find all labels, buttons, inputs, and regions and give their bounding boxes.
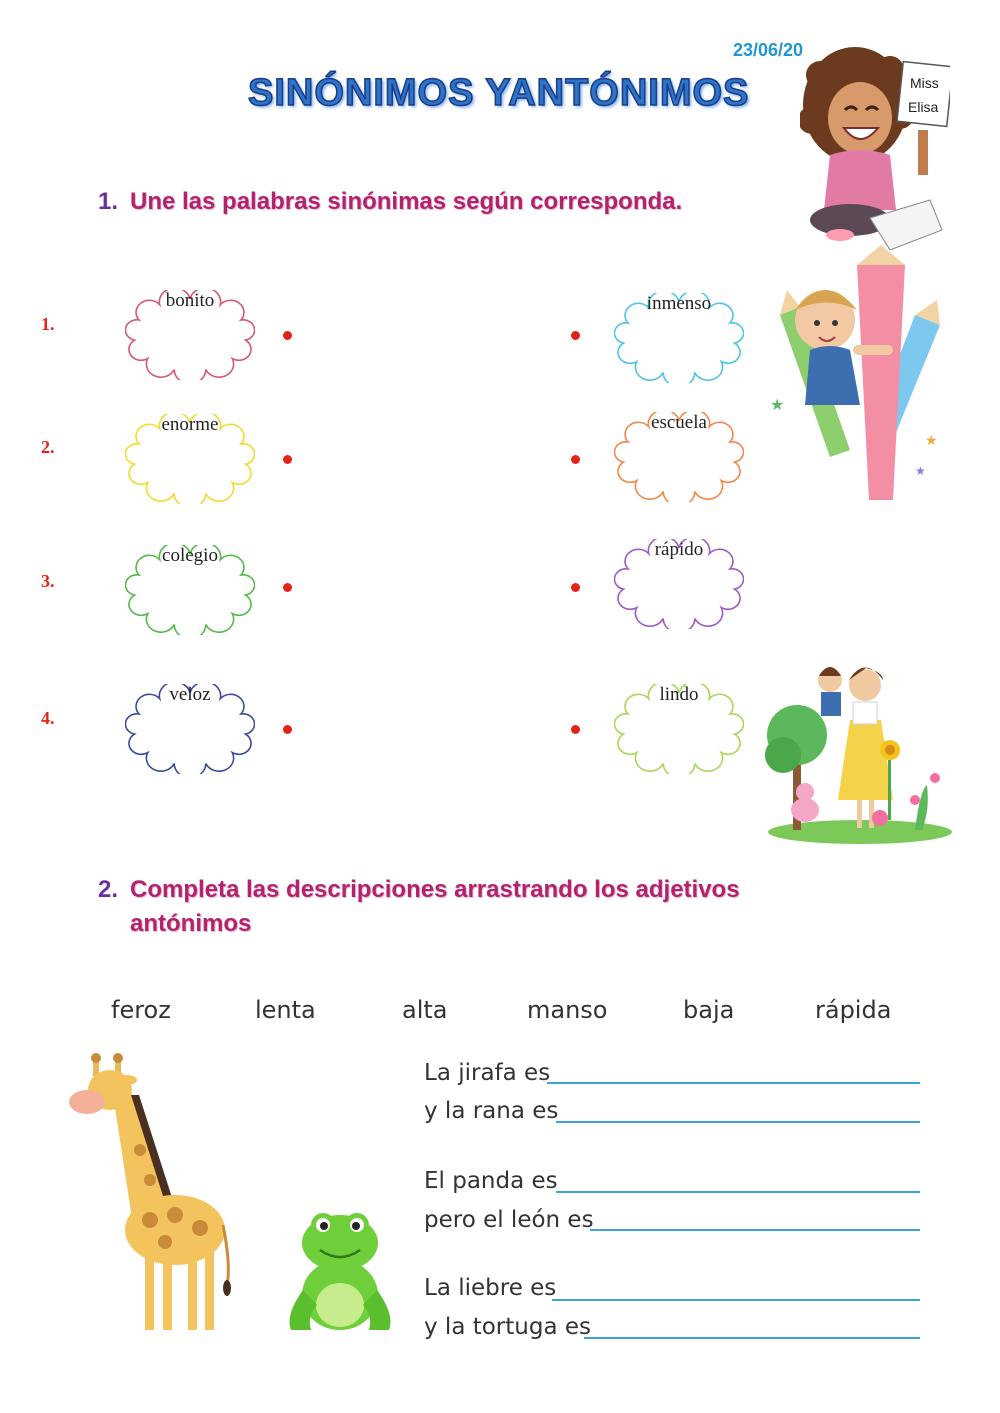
sign-line-2: Elisa: [908, 99, 939, 115]
section-2-instruction-line-2: antónimos: [130, 910, 252, 937]
blank-1[interactable]: [547, 1082, 920, 1084]
sentence-1: La jirafa es: [424, 1060, 551, 1086]
word-lindo: lindo: [659, 684, 699, 705]
frog-illustration: [285, 1205, 395, 1335]
word-card-colegio[interactable]: [125, 545, 255, 635]
word-card-lindo[interactable]: [614, 684, 744, 774]
word-card-escuela[interactable]: [614, 412, 744, 502]
word-inmenso: inmenso: [646, 293, 712, 314]
word-card-bonito[interactable]: [125, 290, 255, 380]
match-dot-right-3[interactable]: [571, 583, 580, 592]
match-dot-right-1[interactable]: [571, 331, 580, 340]
blank-2[interactable]: [556, 1121, 920, 1123]
match-dot-right-2[interactable]: [571, 455, 580, 464]
word-card-rapido[interactable]: [614, 539, 744, 629]
word-card-veloz[interactable]: [125, 684, 255, 774]
match-dot-right-4[interactable]: [571, 725, 580, 734]
blank-4[interactable]: [590, 1229, 920, 1231]
svg-text:★: ★: [925, 432, 938, 448]
svg-text:★: ★: [915, 464, 926, 478]
blank-6[interactable]: [584, 1337, 920, 1339]
match-dot-left-3[interactable]: [283, 583, 292, 592]
row-number-2: 2.: [41, 437, 55, 457]
adjective-manso[interactable]: manso: [527, 996, 608, 1024]
adjective-lenta[interactable]: lenta: [255, 996, 316, 1024]
girl-climbing-pencils-illustration: [765, 245, 960, 505]
word-enorme: enorme: [161, 414, 219, 435]
match-dot-left-1[interactable]: [283, 331, 292, 340]
word-card-enorme[interactable]: [125, 414, 255, 504]
girl-with-sign-illustration: [800, 40, 950, 250]
blank-3[interactable]: [556, 1191, 920, 1193]
word-rapido: rápido: [654, 539, 704, 560]
section-2-number: 2.: [98, 876, 119, 903]
blank-5[interactable]: [552, 1299, 920, 1301]
adjective-feroz[interactable]: feroz: [111, 996, 171, 1024]
sentence-3: El panda es: [424, 1168, 558, 1194]
section-2-instruction-line-1: Completa las descripciones arrastrando los adjetivos: [130, 876, 740, 903]
giraffe-illustration: [65, 1050, 240, 1340]
sentence-4: pero el león es: [424, 1207, 594, 1233]
sentence-6: y la tortuga es: [424, 1314, 591, 1340]
section-1-number: 1.: [98, 188, 119, 215]
svg-text:★: ★: [770, 397, 785, 414]
adjective-alta[interactable]: alta: [402, 996, 448, 1024]
adjective-baja[interactable]: baja: [683, 996, 735, 1024]
word-bonito: bonito: [165, 290, 215, 311]
word-escuela: escuela: [651, 412, 707, 433]
sentence-2: y la rana es: [424, 1098, 559, 1124]
word-veloz: veloz: [169, 684, 211, 705]
mother-and-child-illustration: [765, 660, 955, 845]
worksheet-title: SINÓNIMOS YANTÓNIMOS: [248, 72, 750, 114]
row-number-3: 3.: [41, 571, 55, 591]
row-number-1: 1.: [41, 314, 55, 334]
date: 23/06/20: [733, 40, 804, 60]
adjective-rapida[interactable]: rápida: [815, 996, 892, 1024]
word-colegio: colegio: [162, 545, 218, 566]
match-dot-left-4[interactable]: [283, 725, 292, 734]
section-1-instruction: Une las palabras sinónimas según corresponda.: [130, 188, 683, 215]
match-dot-left-2[interactable]: [283, 455, 292, 464]
word-card-inmenso[interactable]: [614, 293, 744, 383]
sentence-5: La liebre es: [424, 1275, 557, 1301]
row-number-4: 4.: [41, 708, 55, 728]
sign-line-1: Miss: [910, 75, 939, 91]
